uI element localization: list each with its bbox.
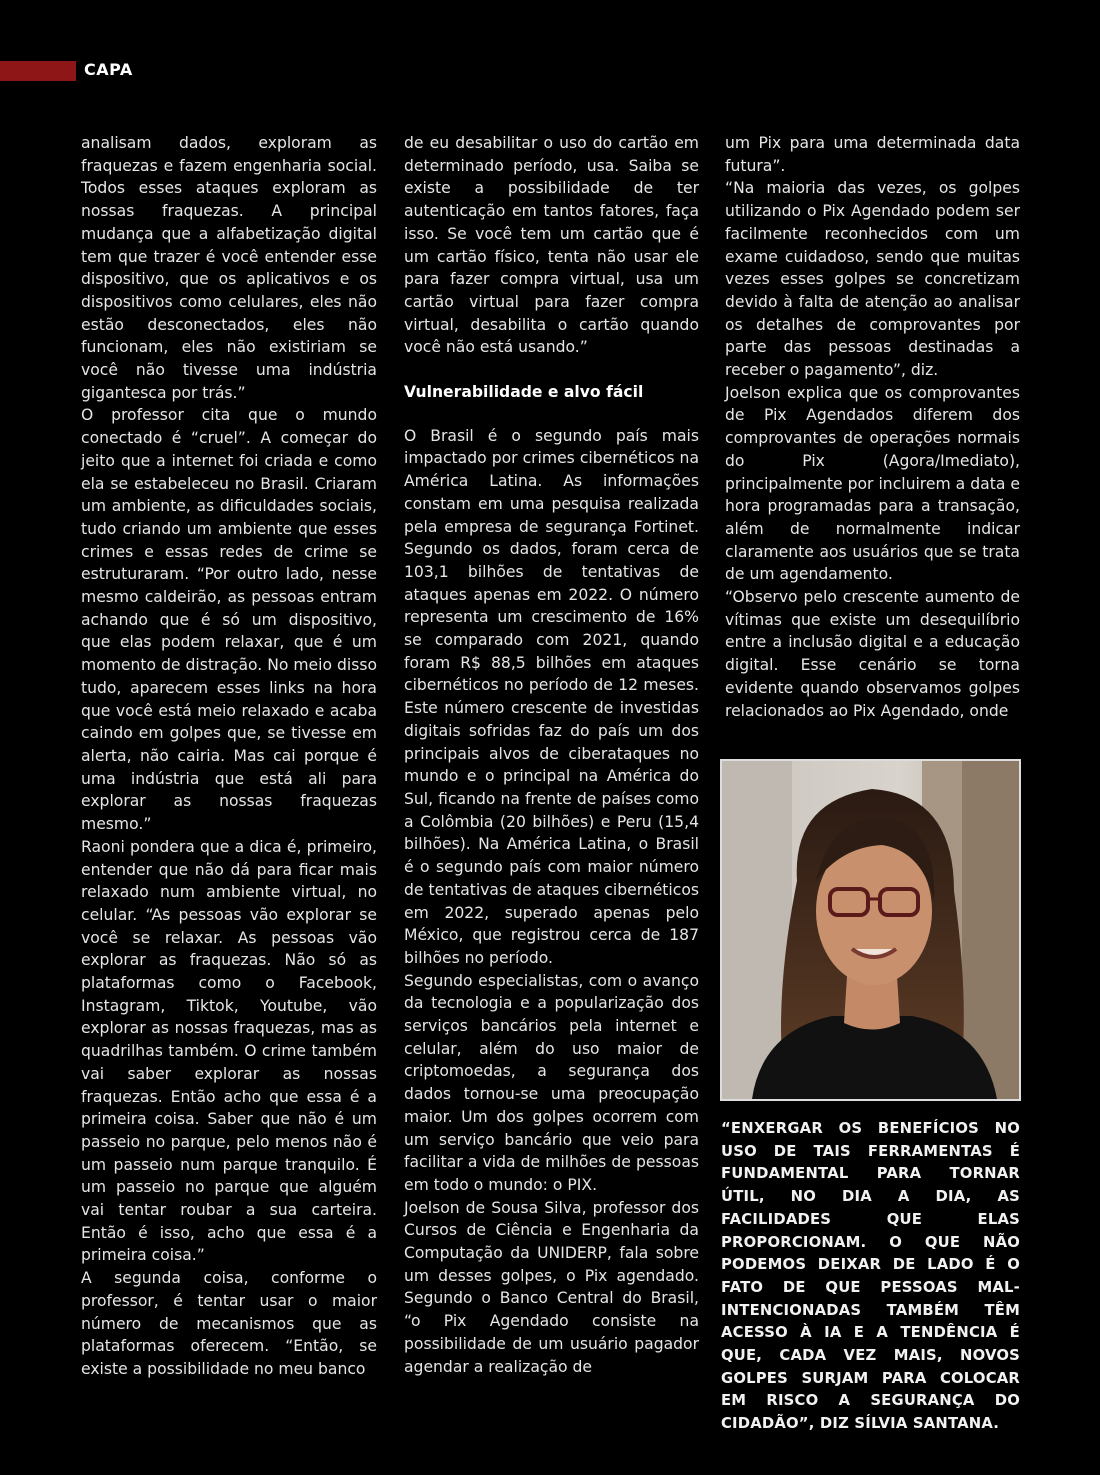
- paragraph: A segunda coisa, conforme o professor, é tentar usar o maior número de mecanismos que as plataformas oferecem. “Então, se existe a possibilidade no meu banco: [81, 1269, 377, 1378]
- article-column-3: [725, 132, 1020, 722]
- paragraph: Joelson explica que os comprovantes de Pix Agendados diferem dos comprovantes de operações normais do Pix (Agora/Imediato), principalmente por incluirem a data e hora programadas para a transação, além de normalmente indicar claramente aos usuários que se trata de um agendamento.: [725, 383, 1020, 584]
- section-label: CAPA: [84, 60, 133, 79]
- paragraph: “Na maioria das vezes, os golpes utilizando o Pix Agendado podem ser facilmente reconhecidos com um exame cuidadoso, sendo que muitas vezes esses golpes se concretizam devido à falta de atenção ao analisar os detalhes de comprovantes por parte das pessoas destinadas a receber o pagamento”, diz.: [725, 179, 1020, 380]
- paragraph: um Pix para uma determinada data futura”.: [725, 134, 1020, 175]
- paragraph: Segundo especialistas, com o avanço da tecnologia e a popularização dos serviços bancários pela internet e celular, além do uso maior de criptomoedas, a segurança dos dados tornou-se uma preocupação maior. Um dos golpes ocorrem com um serviço bancário que veio para facilitar a vida de milhões de pessoas em todo o mundo: o PIX.: [404, 971, 699, 1194]
- paragraph: Raoni pondera que a dica é, primeiro, entender que não dá para ficar mais relaxado num ambiente virtual, no celular. “As pessoas vão explorar se você se relaxar. As pessoas vão explorar as fraquezas. Não só as plataformas como o Facebook, Instagram, Tiktok, Youtube, vão explorar as nossas fraquezas, mas as quadrilhas também. O crime também vai saber explorar as nossas fraquezas. Então acho que essa é a primeira coisa. Saber que não é um passeio no parque, pelo menos não é um passeio num parque tranquilo. É um passeio no parque que alguém vai tentar roubar a sua carteira. Então é isso, acho que essa é a primeira coisa.”: [81, 837, 377, 1265]
- paragraph: analisam dados, exploram as fraquezas e fazem engenharia social. Todos esses ataques exploram as nossas fraquezas. A principal mudança que a alfabetização digital tem que trazer é você entender esse dispositivo, que os aplicativos e os dispositivos como celulares, eles não estão desconectados, eles não funcionam, eles não existiriam se você não tivesse uma indústria gigantesca por trás.”: [81, 134, 377, 402]
- paragraph: O professor cita que o mundo conectado é “cruel”. A começar do jeito que a internet foi criada e como ela se estabeleceu no Brasil. Criaram um ambiente, as dificuldades sociais, tudo criando um ambiente que esses crimes e essas redes de crime se estruturaram. “Por outro lado, nesse mesmo caldeirão, as pessoas entram achando que é só um dispositivo, que elas podem relaxar, que é um momento de distração. No meio disso tudo, aparecem esses links na hora que você está meio relaxado e acaba caindo em golpes que, se tivesse em alerta, não cairia. Mas cai porque é uma indústria que está ali para explorar as nossas fraquezas mesmo.”: [81, 406, 377, 834]
- section-subheading: Vulnerabilidade e alvo fácil: [404, 383, 644, 402]
- pull-quote: “ENXERGAR OS BENEFÍCIOS NO USO DE TAIS FERRAMENTAS É FUNDAMENTAL PARA TORNAR ÚTIL, NO DIA A DIA, AS FACILIDADES QUE ELAS PROPORCIONAM. O QUE NÃO PODEMOS DEIXAR DE LADO É O FATO DE QUE PESSOAS MAL-INTENCIONADAS TAMBÉM TÊM ACESSO À IA E A TENDÊNCIA É QUE, CADA VEZ MAIS, NOVOS GOLPES SURJAM PARA COLOCAR EM RISCO A SEGURANÇA DO CIDADÃO”, DIZ SÍLVIA SANTANA.: [721, 1120, 1020, 1433]
- portrait-photo: [720, 759, 1021, 1101]
- article-column-2: [404, 132, 699, 1378]
- article-column-1: [81, 132, 377, 1381]
- section-color-bar: [0, 61, 76, 81]
- paragraph: Joelson de Sousa Silva, professor dos Cursos de Ciência e Engenharia da Computação da UNIDERP, fala sobre um desses golpes, o Pix agendado. Segundo o Banco Central do Brasil, “o Pix Agendado consiste na possibilidade de um usuário pagador agendar a realização de: [404, 1198, 699, 1376]
- paragraph: de eu desabilitar o uso do cartão em determinado período, usa. Saiba se existe a possibilidade de ter autenticação em tantos fatores, faça isso. Se você tem um cartão que é um cartão físico, tenta não usar ele para fazer compra virtual, usa um cartão virtual para fazer compra virtual, desabilita o cartão quando você não está usando.”: [404, 134, 699, 357]
- paragraph: O Brasil é o segundo país mais impactado por crimes cibernéticos na América Latina. As informações constam em uma pesquisa realizada pela empresa de segurança Fortinet. Segundo os dados, foram cerca de 103,1 bilhões de tentativas de ataques apenas em 2022. O número representa um crescimento de 16% se comparado com 2021, quando foram R$ 88,5 bilhões em ataques cibernéticos no período de 12 meses. Este número crescente de investidas digitais sofridas faz do país um dos principais alvos de ciberataques no mundo e o principal na América do Sul, ficando na frente de países como a Colômbia (20 bilhões) e Peru (15,4 bilhões). Na América Latina, o Brasil é o segundo país com maior número de tentativas de ataques cibernéticos em 2022, superado apenas pelo México, que registrou cerca de 187 bilhões no período.: [404, 426, 699, 967]
- paragraph: “Observo pelo crescente aumento de vítimas que existe um desequilíbrio entre a inclusão digital e a educação digital. Esse cenário se torna evidente quando observamos golpes relacionados ao Pix Agendado, onde: [725, 588, 1020, 720]
